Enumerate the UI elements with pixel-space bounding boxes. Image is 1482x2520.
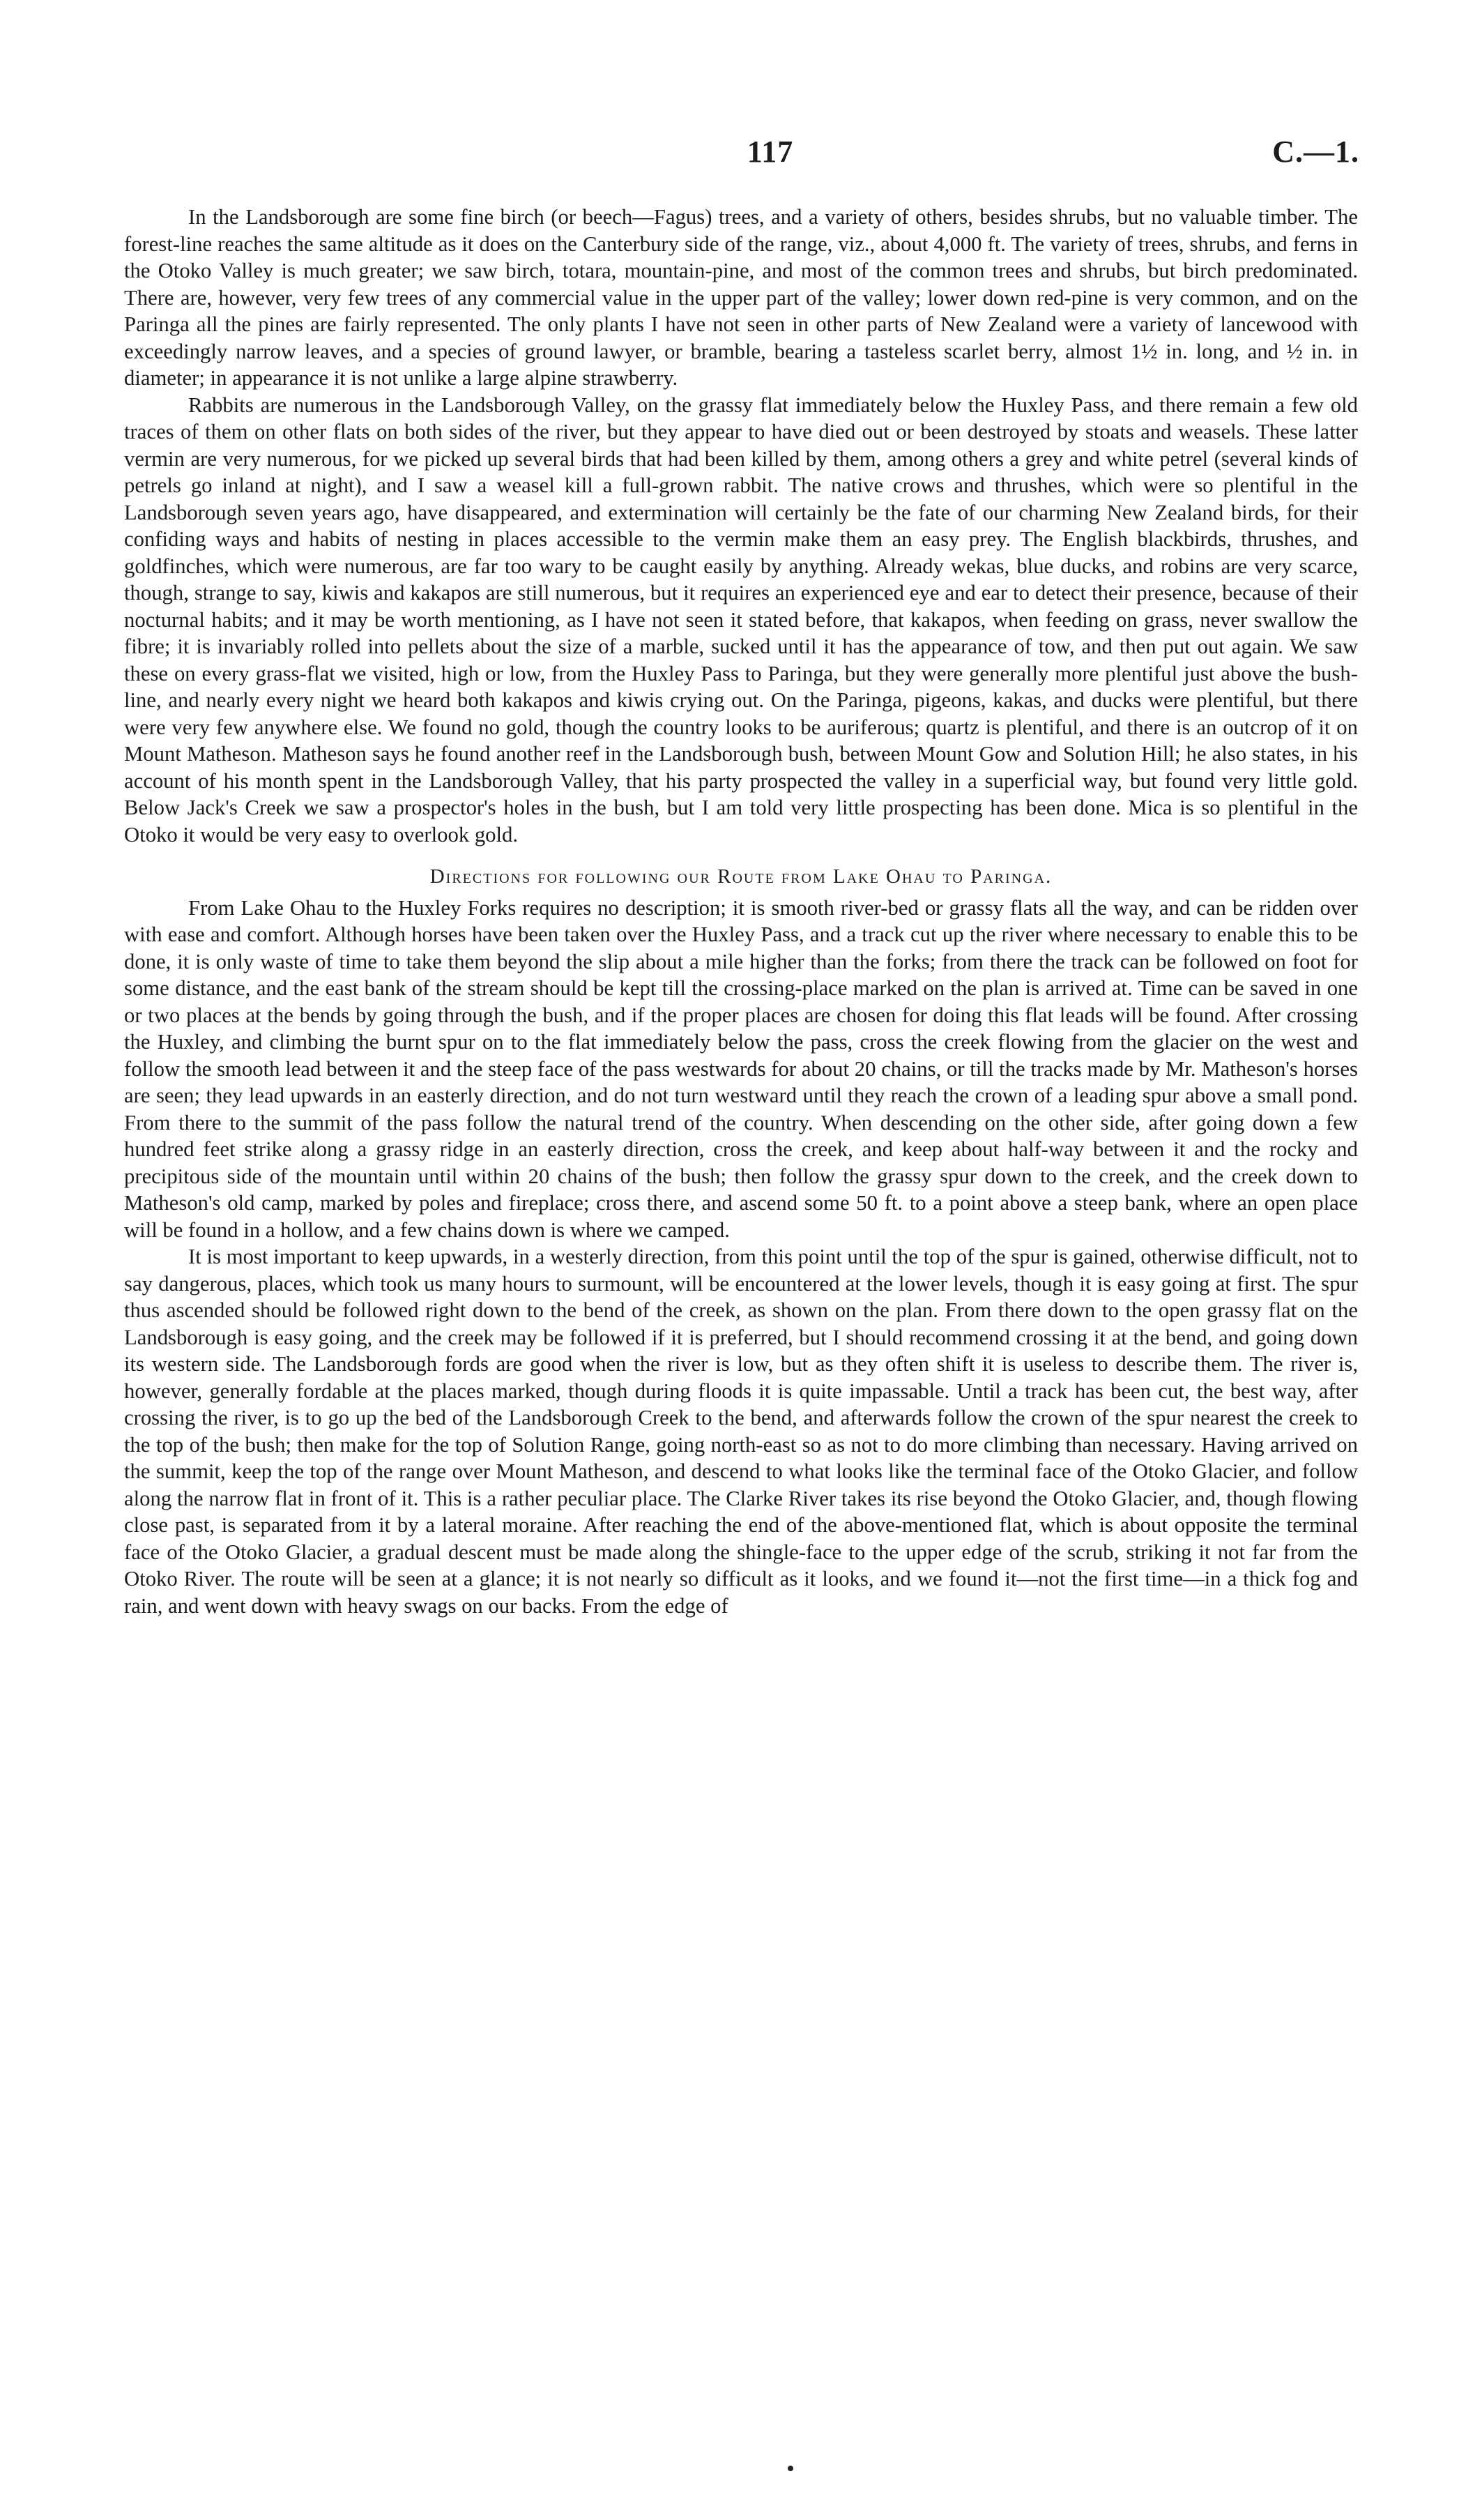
body-text — [124, 204, 1358, 1619]
paragraph-vegetation: In the Landsborough are some fine birch (or beech—Fagus) trees, and a variety of others, besides shrubs, but no valuable timber. The forest-line reaches the same altitude as it does on the Canterbury side of the range, viz., about 4,000 ft. The variety of trees, shrubs, and ferns in the Otoko Valley is much greater; we saw birch, totara, mountain-pine, and most of the common trees and shrubs, but birch predominated. There are, however, very few trees of any commercial value in the upper part of the valley; lower down red-pine is very common, and on the Paringa all the pines are fairly represented. The only plants I have not seen in other parts of New Zealand were a variety of lancewood with exceedingly narrow leaves, and a species of ground lawyer, or bramble, bearing a tasteless scarlet berry, almost 1½ in. long, and ½ in. in diameter; in appearance it is not unlike a large alpine strawberry. — [124, 205, 1358, 390]
page-number: 117 — [747, 135, 794, 169]
paragraph-wildlife: Rabbits are numerous in the Landsborough Valley, on the grassy flat immediately below the Huxley Pass, and there remain a few old traces of them on other flats on both sides of the river, but they appear to have died out or been destroyed by stoats and weasels. These latter vermin are very numerous, for we picked up several birds that had been killed by them, among others a grey and white petrel (several kinds of petrels go inland at night), and I saw a weasel kill a full-grown rabbit. The native crows and thrushes, which were so plentiful in the Landsborough seven years ago, have disappeared, and extermination will certainly be the fate of our charming New Zealand birds, for their confiding ways and habits of nesting in places accessible to the vermin make them an easy prey. The English blackbirds, thrushes, and goldfinches, which were numerous, are far too wary to be caught easily by anything. Already wekas, blue ducks, and robins are very scarce, though, strange to say, kiwis and kakapos are still numerous, but it requires an experienced eye and ear to detect their presence, because of their nocturnal habits; and it may be worth mentioning, as I have not seen it stated before, that kakapos, when feeding on grass, never swallow the fibre; it is invariably rolled into pellets about the size of a marble, sucked until it has the appearance of tow, and then put out again. We saw these on every grass-flat we visited, high or low, from the Huxley Pass to Paringa, but they were generally more plentiful just above the bush-line, and nearly every night we heard both kakapos and kiwis crying out. On the Paringa, pigeons, kakas, and ducks were plentiful, but there were very few anywhere else. We found no gold, though the country looks to be auriferous; quartz is plentiful, and there is an outcrop of it on Mount Matheson. Matheson says he found another reef in the Landsborough bush, between Mount Gow and Solution Hill; he also states, in his account of his month spent in the Landsborough Valley, that his party prospected the valley in a superficial way, but found very little gold. Below Jack's Creek we saw a prospector's holes in the bush, but I am told very little prospecting has been done. Mica is so plentiful in the Otoko it would be very easy to overlook gold. — [124, 393, 1358, 847]
paragraph-route-directions: From Lake Ohau to the Huxley Forks requires no description; it is smooth river-bed or grassy flats all the way, and can be ridden over with ease and comfort. Although horses have been taken over the Huxley Pass, and a track cut up the river where necessary to enable this to be done, it is only waste of time to take them beyond the slip about a mile higher than the forks; from there the track can be followed on foot for some distance, and the east bank of the stream should be kept till the crossing-place marked on the plan is arrived at. Time can be saved in one or two places at the bends by going through the bush, and if the proper places are chosen for doing this flat leads will be found. After crossing the Huxley, and climbing the burnt spur on to the flat immediately below the pass, cross the creek flowing from the glacier on the west and follow the smooth lead between it and the steep face of the pass westwards for about 20 chains, or till the tracks made by Mr. Matheson's horses are seen; they lead upwards in an easterly direction, and do not turn westward until they reach the crown of a leading spur above a small pond. From there to the summit of the pass follow the natural trend of the country. When descending on the other side, after going down a few hundred feet strike along a grassy ridge in an easterly direction, cross the creek, and keep about half-way between it and the rocky and precipitous side of the mountain until within 20 chains of the bush; then follow the grassy spur down to the creek, and the creek down to Matheson's old camp, marked by poles and fireplace; cross there, and ascend some 50 ft. to a point above a steep bank, where an open place will be found in a hollow, and a few chains down is where we camped. — [124, 895, 1358, 1242]
section-heading: Directions for following our Route from Lake Ohau to Paringa. — [429, 865, 1053, 888]
footer-mark — [788, 2466, 793, 2471]
paragraph-route-continued: It is most important to keep upwards, in a westerly direction, from this point until the top of the spur is gained, otherwise difficult, not to say dangerous, places, which took us many hours to surmount, will be encountered at the lower levels, though it is easy going at first. The spur thus ascended should be followed right down to the bend of the creek, as shown on the plan. From there down to the open grassy flat on the Landsborough is easy going, and the creek may be followed if it is preferred, but I should recommend crossing it at the bend, and going down its western side. The Landsborough fords are good when the river is low, but as they often shift it is useless to describe them. The river is, however, generally fordable at the places marked, though during floods it is quite impassable. Until a track has been cut, the best way, after crossing the river, is to go up the bed of the Landsborough Creek to the bend, and afterwards follow the crown of the spur nearest the creek to the top of the bush; then make for the top of Solution Range, going north-east so as not to do more climbing than necessary. Having arrived on the summit, keep the top of the range over Mount Matheson, and descend to what looks like the terminal face of the Otoko Glacier, and follow along the narrow flat in front of it. This is a rather peculiar place. The Clarke River takes its rise beyond the Otoko Glacier, and, though flowing close past, is separated from it by a lateral moraine. After reaching the end of the above-mentioned flat, which is about opposite the terminal face of the Otoko Glacier, a gradual descent must be made along the shingle-face to the upper edge of the scrub, striking it not far from the Otoko River. The route will be seen at a glance; it is not nearly so difficult as it looks, and we found it—not the first time—in a thick fog and rain, and went down with heavy swags on our backs. From the edge of — [124, 1245, 1358, 1618]
document-code: C.—1. — [1272, 135, 1359, 169]
page-header — [181, 134, 1359, 176]
